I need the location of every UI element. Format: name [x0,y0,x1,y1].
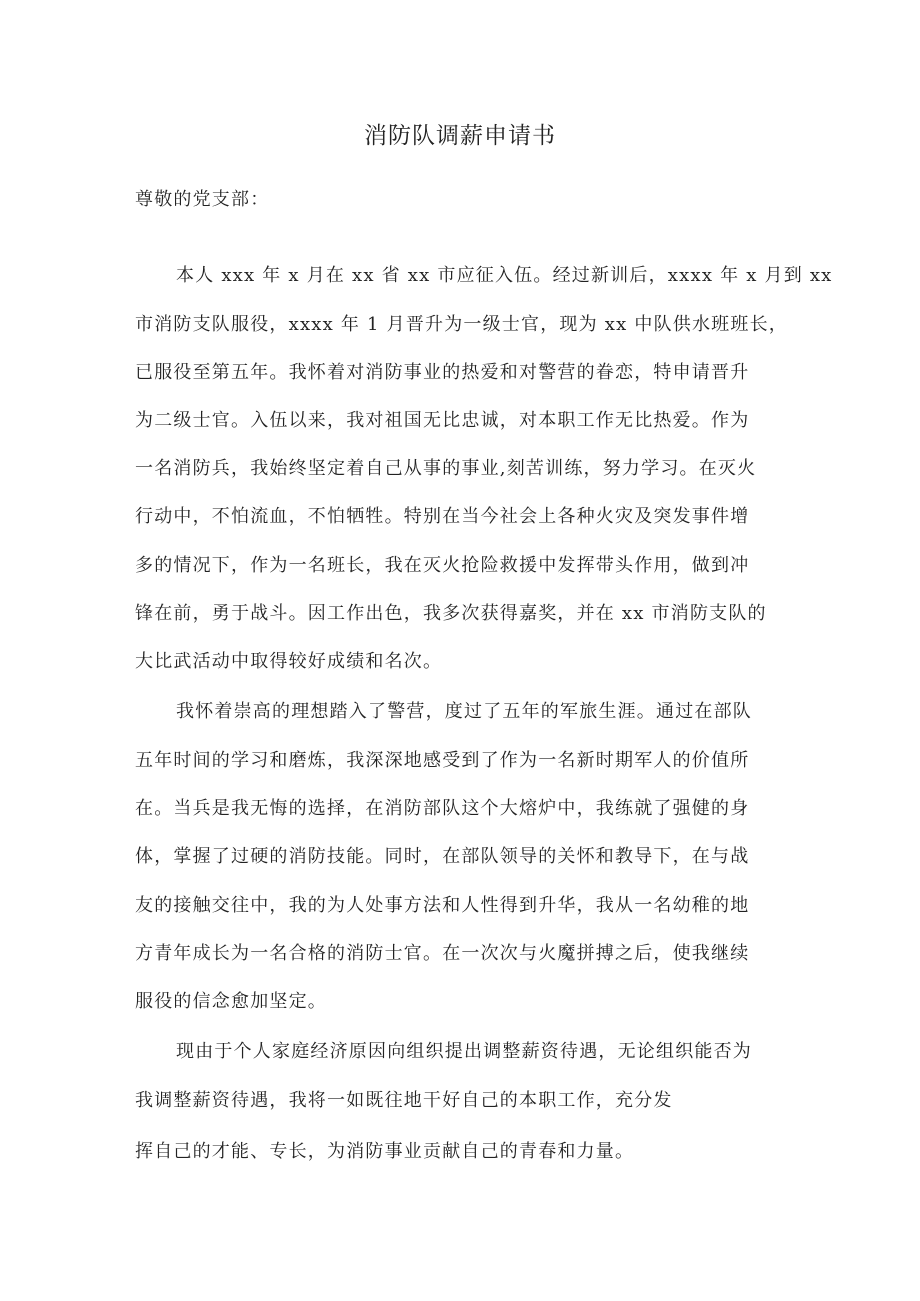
paragraph-line: 服役的信念愈加坚定。 [135,991,327,1012]
paragraph-line: 行动中，不怕流血，不怕牺牲。特别在当今社会上各种火灾及突发事件增 [135,506,750,527]
salutation: 尊敬的党支部： [135,189,270,210]
paragraph-line: 我调整薪资待遇，我将一如既往地干好自己的本职工作，充分发 [135,1090,673,1111]
paragraph-line: 本人 xxx 年 x 月在 xx 省 xx 市应征入伍。经过新训后，xxxx 年 x 月到 xx [176,265,833,286]
paragraph-line: 为二级士官。入伍以来，我对祖国无比忠诚，对本职工作无比热爱。作为 [135,410,750,431]
paragraph-line: 我怀着崇高的理想踏入了警营，度过了五年的军旅生涯。通过在部队 [176,701,752,722]
paragraph-line: 友的接触交往中，我的为人处事方法和人性得到升华，我从一名幼稚的地 [135,895,750,916]
paragraph-line: 锋在前，勇于战斗。因工作出色，我多次获得嘉奖，并在 xx 市消防支队的 [135,603,767,624]
paragraph-line: 市消防支队服役，xxxx 年 1 月晋升为一级士官，现为 xx 中队供水班班长， [135,314,788,335]
paragraph-line: 挥自己的才能、专长，为消防事业贡献自己的青春和力量。 [135,1141,635,1162]
paragraph-line: 体，掌握了过硬的消防技能。同时，在部队领导的关怀和教导下，在与战 [135,846,750,867]
paragraph-line: 五年时间的学习和磨炼，我深深地感受到了作为一名新时期军人的价值所 [135,750,750,771]
paragraph-line: 方青年成长为一名合格的消防士官。在一次次与火魔拼搏之后，使我继续 [135,943,750,964]
paragraph-line: 一名消防兵，我始终坚定着自己从事的事业,刻苦训练，努力学习。在灭火 [135,458,757,479]
paragraph-line: 已服役至第五年。我怀着对消防事业的热爱和对警营的眷恋，特申请晋升 [135,362,750,383]
document-title: 消防队调薪申请书 [364,123,556,149]
paragraph-line: 大比武活动中取得较好成绩和名次。 [135,651,443,672]
paragraph-line: 在。当兵是我无悔的选择，在消防部队这个大熔炉中，我练就了强健的身 [135,798,750,819]
paragraph-line: 多的情况下，作为一名班长，我在灭火抢险救援中发挥带头作用，做到冲 [135,555,750,576]
paragraph-line: 现由于个人家庭经济原因向组织提出调整薪资待遇，无论组织能否为 [176,1041,752,1062]
